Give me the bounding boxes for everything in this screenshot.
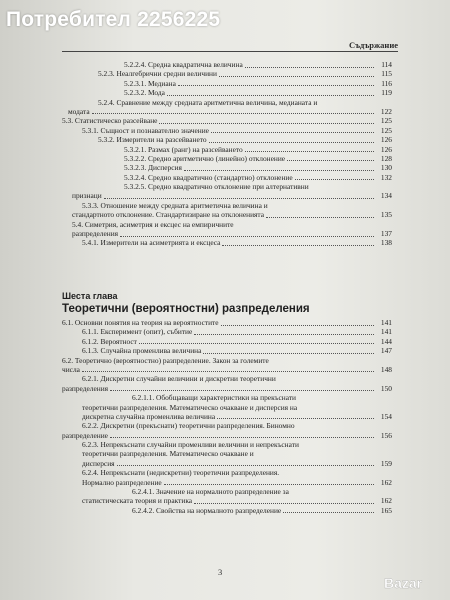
toc-leader-dots	[164, 484, 374, 485]
chapter-title: Теоретични (вероятностни) разпределения	[62, 303, 310, 315]
toc-leader-dots	[266, 217, 374, 218]
toc-entry	[62, 69, 392, 78]
toc-leader-dots	[283, 512, 374, 513]
toc-leader-dots	[295, 179, 374, 180]
toc-entry-text: 6.2.1. Дискретни случайни величини и дискретни теоретични	[82, 374, 276, 384]
toc-entry-text: теоретични разпределения. Математическо очакване и	[82, 449, 254, 459]
toc-entry	[62, 365, 392, 374]
toc-entry-page: 132	[380, 172, 392, 182]
toc-entry	[62, 506, 392, 515]
toc-leader-dots	[217, 418, 374, 419]
toc-entry-text: 5.3.2.3. Дисперсия	[124, 163, 182, 173]
toc-leader-dots	[194, 503, 374, 504]
toc-entry-text: признаци	[72, 191, 102, 201]
toc-entry-text: 6.1.2. Вероятност	[82, 336, 137, 346]
toc-entry	[62, 449, 392, 458]
toc-entry-page: 126	[380, 135, 392, 145]
toc-entry	[62, 135, 392, 144]
toc-entry	[62, 116, 392, 125]
toc-entry-text: теоретични разпределения. Математическо очакване и дисперсия на	[82, 402, 298, 412]
bazar-logo-watermark	[382, 572, 444, 594]
toc-leader-dots	[222, 245, 374, 246]
toc-entry	[62, 393, 392, 402]
toc-leader-dots	[92, 113, 374, 114]
toc-entry	[62, 88, 392, 97]
toc-entry-page: 165	[380, 505, 392, 515]
toc-entry-text: 6.2.4.1. Значение на нормалното разпределение за	[132, 487, 289, 497]
toc-entry-page: 135	[380, 210, 392, 220]
toc-entry-page: 116	[381, 78, 392, 88]
toc-entry-text: 5.3.2.5. Средно квадратично отклонение при алтернативни	[124, 182, 309, 192]
toc-entry	[62, 440, 392, 449]
toc-entry	[62, 173, 392, 182]
toc-entry-page: 134	[380, 191, 392, 201]
toc-entry-text: 5.3.2.2. Средно аритметично (линейно) отклонение	[124, 153, 286, 163]
toc-leader-dots	[139, 343, 374, 344]
user-watermark: Потребител 2256225	[6, 8, 221, 31]
toc-entry	[62, 220, 392, 229]
toc-leader-dots	[209, 142, 374, 143]
toc-entry-page: 115	[381, 69, 392, 79]
chapter-label: Шеста глава	[62, 291, 118, 301]
toc-entry-text: разпределения	[72, 229, 119, 239]
toc-entry-text: 6.1. Основни понятия на теория на вероятностите	[62, 318, 219, 327]
toc-leader-dots	[245, 67, 374, 68]
toc-entry-text: модата	[68, 106, 90, 116]
toc-leader-dots	[287, 160, 374, 161]
toc-entry-text: Нормално разпределение	[82, 477, 162, 487]
toc-entry	[62, 60, 392, 69]
toc-entry-page: 148	[380, 364, 392, 374]
toc-leader-dots	[184, 170, 374, 171]
toc-leader-dots	[194, 334, 374, 335]
toc-entry	[62, 107, 392, 116]
toc-entry-page: 159	[380, 458, 392, 468]
toc-entry	[62, 327, 392, 336]
toc-entry	[62, 496, 392, 505]
toc-entry-page: 122	[380, 106, 392, 116]
toc-entry	[62, 459, 392, 468]
toc-entry-text: 5.4. Симетрия, асиметрия и ексцес на емпиричните	[72, 219, 234, 229]
toc-entry	[62, 79, 392, 88]
toc-entry-text: числа	[62, 364, 80, 374]
toc-entry-text: 5.4.1. Измерители на асиметрията и ексцеса	[82, 238, 221, 248]
toc-entry-text: 5.2.4. Сравнение между средната аритметична величина, медианата и	[98, 97, 318, 107]
toc-entry-text: 6.1.1. Експеримент (опит), събитие	[82, 327, 193, 337]
toc-entry-text: стандартното отклонение. Стандартизиране на отклоненията	[72, 210, 265, 220]
toc-entry	[62, 421, 392, 430]
toc-entry-text: разпределения	[62, 383, 109, 393]
toc-entry-page: 126	[380, 144, 392, 154]
toc-entry-text: 5.3.2. Измерители на разсейването	[98, 135, 207, 145]
toc-entry-text: дискретна случайна променлива величина	[82, 411, 216, 421]
toc-entry-text: 6.2.4.2. Свойства на нормалното разпределение	[132, 505, 282, 515]
toc-section-chapter-6	[62, 318, 392, 515]
page-number: 3	[218, 567, 223, 577]
toc-entry	[62, 238, 392, 247]
toc-entry	[62, 412, 392, 421]
toc-section-chapter-5	[62, 60, 392, 248]
toc-entry-text: 6.2.3. Непрекъснати случайни променливи величини и непрекъснати	[82, 440, 299, 450]
toc-entry-text: 5.3.2.4. Средно квадратично (стандартно) отклонение	[124, 172, 293, 182]
toc-entry-page: 162	[380, 496, 392, 506]
toc-entry	[62, 201, 392, 210]
toc-entry	[62, 468, 392, 477]
toc-entry-page: 141	[380, 327, 392, 337]
toc-entry	[62, 163, 392, 172]
toc-entry	[62, 154, 392, 163]
toc-entry-page: 147	[380, 346, 392, 356]
toc-entry-text: 6.2.1.1. Обобщаващи характеристики на прекъснати	[132, 393, 297, 403]
toc-entry	[62, 478, 392, 487]
toc-leader-dots	[110, 390, 374, 391]
toc-entry-page: 119	[381, 88, 392, 98]
toc-entry	[62, 98, 392, 107]
toc-entry-page: 144	[380, 336, 392, 346]
toc-entry-text: 5.3.3. Отношение между средната аритметична величина и	[82, 200, 268, 210]
toc-entry-page: 156	[380, 430, 392, 440]
toc-entry-page: 114	[381, 60, 392, 69]
toc-leader-dots	[82, 371, 374, 372]
toc-entry-text: 5.2.3. Неалгебрични средни величини	[98, 69, 217, 79]
header-rule	[62, 51, 398, 52]
toc-entry-page: 150	[380, 383, 392, 393]
toc-entry-text: разпределение	[62, 430, 108, 440]
toc-entry	[62, 374, 392, 383]
toc-entry-text: 5.3. Статистическо разсейване	[62, 116, 158, 126]
toc-entry	[62, 356, 392, 365]
toc-entry-text: 6.2. Теоретично (вероятностно) разпределение. Закон за големите	[62, 355, 269, 365]
toc-leader-dots	[221, 325, 374, 326]
toc-entry	[62, 145, 392, 154]
toc-leader-dots	[178, 85, 374, 86]
toc-entry-page: 128	[380, 153, 392, 163]
toc-entry-text: 5.2.2.4. Средна квадратична величина	[124, 60, 243, 69]
toc-entry	[62, 337, 392, 346]
toc-entry	[62, 229, 392, 238]
running-head: Съдържание	[348, 40, 398, 50]
toc-leader-dots	[245, 151, 374, 152]
toc-entry-page: 138	[380, 238, 392, 248]
toc-entry	[62, 431, 392, 440]
toc-entry	[62, 403, 392, 412]
toc-entry-text: 5.2.3.2. Мода	[124, 88, 165, 98]
toc-leader-dots	[120, 236, 374, 237]
toc-entry-text: 5.3.2.1. Размах (ранг) на разсейването	[124, 144, 243, 154]
toc-entry-text: 6.2.2. Дискретни (прекъснати) теоретични разпределения. Биномно	[82, 421, 295, 431]
toc-leader-dots	[104, 198, 374, 199]
toc-leader-dots	[203, 353, 374, 354]
toc-leader-dots	[167, 95, 374, 96]
toc-entry	[62, 126, 392, 135]
logo-text: Bazar	[384, 575, 423, 591]
toc-entry	[62, 191, 392, 200]
toc-entry-text: 6.1.3. Случайна променлива величина	[82, 346, 202, 356]
toc-leader-dots	[211, 132, 374, 133]
toc-entry	[62, 487, 392, 496]
toc-entry-page: 137	[380, 229, 392, 239]
toc-leader-dots	[110, 437, 374, 438]
toc-entry-text: статистическата теория и практика	[82, 496, 193, 506]
toc-entry-text: 5.2.3.1. Медиана	[124, 78, 176, 88]
toc-entry-page: 141	[380, 318, 392, 327]
toc-leader-dots	[117, 465, 374, 466]
toc-entry-page: 125	[380, 125, 392, 135]
toc-entry-page: 125	[380, 116, 392, 126]
toc-entry	[62, 318, 392, 327]
toc-entry-text: 5.3.1. Същност и познавателно значение	[82, 125, 209, 135]
toc-entry	[62, 182, 392, 191]
toc-entry-page: 162	[380, 477, 392, 487]
toc-entry-page: 130	[380, 163, 392, 173]
toc-entry-page: 154	[380, 411, 392, 421]
toc-leader-dots	[159, 123, 374, 124]
toc-entry	[62, 384, 392, 393]
toc-entry	[62, 210, 392, 219]
toc-leader-dots	[219, 76, 374, 77]
toc-entry	[62, 346, 392, 355]
toc-entry-text: 6.2.4. Непрекъснати (недискретни) теоретични разпределения.	[82, 468, 280, 478]
toc-entry-text: дисперсия	[82, 458, 115, 468]
